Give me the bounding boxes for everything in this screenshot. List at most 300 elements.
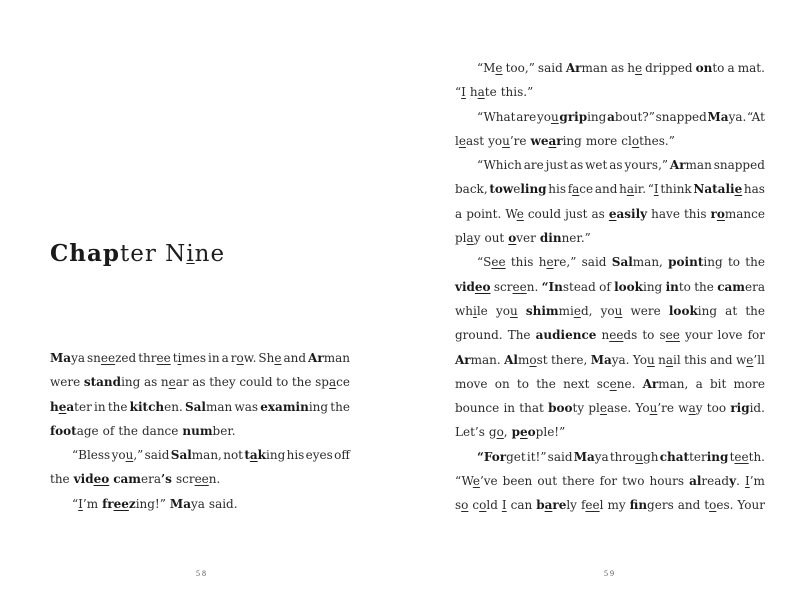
text-segment: k [257, 448, 266, 463]
text-segment: pl [588, 401, 600, 416]
word [546, 153, 568, 177]
text-segment: era [745, 279, 765, 294]
text-segment: o [461, 498, 469, 513]
text-segment: the [745, 255, 765, 270]
text-line [455, 129, 765, 153]
text-segment: kitch [129, 399, 165, 414]
chapter-title [50, 240, 225, 267]
text-segment: at [725, 303, 738, 318]
text-segment: the [291, 375, 312, 390]
text-segment: to [516, 376, 529, 391]
text-segment: e [274, 351, 282, 365]
text-segment: a [665, 352, 674, 367]
text-segment: back, [455, 182, 488, 197]
word [306, 443, 333, 467]
text-segment: this [683, 206, 707, 221]
word [595, 177, 618, 201]
text-segment: scr [175, 472, 195, 487]
word [489, 420, 508, 444]
text-segment: mance [724, 206, 765, 221]
word [508, 226, 536, 250]
text-segment: man [205, 399, 233, 414]
text-segment: mes [181, 351, 207, 365]
text-segment: Your [737, 498, 765, 513]
text-segment: two [622, 474, 645, 489]
word [50, 346, 85, 370]
text-segment: move [455, 376, 488, 391]
text-segment: ce [579, 182, 594, 197]
word [747, 105, 765, 129]
text-segment: “ [455, 85, 462, 100]
text-segment: e [472, 474, 480, 489]
text-segment: a [466, 231, 474, 246]
word [624, 153, 668, 177]
word [466, 202, 501, 226]
word [601, 323, 637, 347]
text-segment: just [545, 158, 569, 173]
text-segment: boo [548, 401, 573, 416]
word [258, 346, 281, 370]
word [730, 445, 765, 469]
text-segment: “In [541, 279, 563, 294]
text-segment: and [677, 498, 701, 513]
word [455, 202, 462, 226]
text-segment: ce [336, 375, 350, 390]
word [504, 348, 547, 372]
text-segment: his [286, 448, 305, 463]
word [94, 395, 106, 419]
word [540, 226, 591, 250]
text-segment: h [538, 255, 547, 270]
text-segment: thr [138, 351, 157, 365]
text-line [455, 105, 765, 129]
text-line [50, 492, 350, 516]
text-segment: sc [596, 376, 610, 391]
text-segment: were [630, 303, 661, 318]
word [689, 469, 740, 493]
text-segment: sn [87, 351, 101, 365]
word [642, 323, 654, 347]
word [548, 396, 584, 420]
text-line [455, 202, 765, 226]
text-segment: “What [477, 109, 516, 124]
text-segment: Sal [611, 255, 633, 270]
text-segment: more [733, 376, 765, 391]
text-segment: ’ll [753, 352, 765, 367]
text-segment: eyes [305, 448, 333, 463]
text-line [455, 80, 765, 104]
word [648, 177, 659, 201]
text-segment: of [102, 423, 115, 438]
text-segment: was [234, 399, 259, 414]
text-segment: ee [665, 328, 680, 343]
word [631, 299, 661, 323]
page-number-right: 59 [604, 569, 616, 578]
text-segment: think [660, 182, 692, 197]
text-segment: out [484, 231, 505, 246]
text-segment: your [684, 328, 713, 343]
text-segment: din [539, 231, 562, 246]
word [511, 493, 533, 517]
text-segment: ’s [161, 472, 172, 487]
word [734, 372, 765, 396]
text-segment: a [328, 375, 337, 390]
text-segment: ing [266, 448, 286, 463]
text-segment: Al [504, 352, 518, 367]
word [599, 275, 611, 299]
word [609, 153, 622, 177]
word [738, 56, 765, 80]
text-segment: y [729, 474, 737, 489]
text-segment: in [208, 351, 220, 365]
word [737, 493, 765, 517]
text-segment: a [572, 182, 580, 197]
text-segment: ber. [212, 423, 236, 438]
text-segment: a [455, 206, 463, 221]
word [209, 492, 238, 516]
text-line [50, 370, 350, 394]
text-segment: Ar [455, 352, 471, 367]
text-segment: W [505, 206, 517, 221]
text-segment: in [94, 399, 106, 414]
text-segment: b [536, 498, 545, 513]
text-segment: the [745, 303, 765, 318]
text-segment: Ma [169, 496, 191, 511]
text-segment: ds [623, 328, 638, 343]
text-segment: man, [191, 448, 222, 463]
text-segment: audience [535, 328, 597, 343]
word [455, 275, 491, 299]
text-segment: man, [658, 376, 689, 391]
word [508, 323, 531, 347]
word [145, 443, 170, 467]
word [660, 445, 729, 469]
text-segment: grip [559, 109, 588, 124]
text-segment: h [50, 399, 59, 414]
word [588, 396, 631, 420]
word [484, 226, 504, 250]
word [334, 443, 350, 467]
text-segment: e [58, 399, 67, 414]
text-segment: of [599, 279, 611, 294]
word [244, 443, 285, 467]
text-line [455, 396, 765, 420]
text-segment: as [591, 206, 605, 221]
word [50, 395, 92, 419]
text-segment: z [128, 496, 136, 511]
text-segment: ing!” [135, 496, 166, 511]
text-segment: ya. [611, 352, 630, 367]
text-segment: sp [315, 375, 329, 390]
word [669, 299, 717, 323]
text-segment: the [118, 423, 138, 438]
text-segment: ne [194, 241, 226, 267]
word [287, 443, 305, 467]
text-segment: “At [747, 109, 765, 124]
text-segment: vid [73, 472, 94, 487]
word [477, 250, 506, 274]
word [477, 445, 526, 469]
text-segment: ya [594, 449, 609, 464]
text-segment: t [704, 498, 710, 513]
word [537, 469, 557, 493]
word [455, 177, 488, 201]
word [455, 420, 485, 444]
word [614, 275, 662, 299]
word [495, 372, 510, 396]
text-segment: in [295, 399, 309, 414]
word [744, 177, 765, 201]
text-segment: dripped [645, 61, 693, 75]
word [489, 177, 546, 201]
text-segment: in [665, 279, 679, 294]
text-segment: ing [703, 255, 723, 270]
text-segment: u [550, 109, 559, 124]
text-segment: r [710, 206, 717, 221]
text-segment: dance [141, 423, 179, 438]
text-segment: and [594, 182, 618, 197]
text-segment: ee [194, 472, 209, 487]
text-segment: “ [72, 496, 79, 511]
word [660, 323, 680, 347]
text-line [50, 346, 350, 370]
text-segment: Ma [50, 351, 72, 365]
text-segment: e [634, 61, 643, 75]
text-segment: the [107, 399, 128, 414]
word [651, 202, 680, 226]
word [728, 250, 740, 274]
word [621, 129, 675, 153]
word [222, 346, 229, 370]
word [633, 348, 655, 372]
word [708, 105, 747, 129]
text-segment: pl [455, 231, 467, 246]
text-segment: a [727, 61, 735, 75]
text-segment: love [717, 328, 743, 343]
word [727, 56, 734, 80]
text-segment: e [513, 182, 521, 197]
text-segment: man, [632, 255, 663, 270]
word [531, 129, 582, 153]
text-segment: a [544, 498, 553, 513]
text-segment: f [580, 498, 586, 513]
text-segment: mat. [737, 61, 765, 75]
text-segment: te [484, 85, 497, 100]
text-segment: zed [115, 351, 137, 365]
word [112, 443, 144, 467]
text-segment: re,” [553, 255, 577, 270]
word [108, 395, 128, 419]
text-segment: ee [512, 279, 527, 294]
right-page-body [455, 56, 765, 518]
text-segment: “W [455, 474, 473, 489]
word [717, 275, 765, 299]
text-segment: it!” [526, 449, 547, 464]
text-segment: f [567, 182, 573, 197]
text-segment: Ar [669, 158, 686, 173]
text-segment: e [520, 425, 528, 440]
text-segment: thes.” [639, 133, 675, 148]
text-segment: too,” [505, 61, 535, 75]
text-segment: for [747, 328, 765, 343]
text-segment: s [455, 498, 462, 513]
word [582, 250, 607, 274]
word [696, 56, 725, 80]
word [516, 105, 536, 129]
text-segment: ’m [749, 474, 765, 489]
text-segment: not [223, 448, 243, 463]
word [506, 56, 535, 80]
word [619, 177, 646, 201]
text-segment: for [599, 474, 618, 489]
word [607, 493, 625, 517]
word [239, 370, 272, 394]
word [503, 469, 533, 493]
text-segment: foot [50, 423, 77, 438]
text-segment: ing [642, 279, 663, 294]
text-segment: ing [308, 399, 329, 414]
text-segment: le [476, 303, 488, 318]
word [627, 56, 642, 80]
word [330, 395, 350, 419]
text-segment: out [537, 474, 558, 489]
word [668, 250, 722, 274]
text-segment: “ [647, 182, 654, 197]
word [455, 80, 466, 104]
text-segment: e [599, 401, 608, 416]
right-page [405, 0, 810, 608]
text-segment: as [609, 158, 623, 173]
text-segment: “M [477, 61, 496, 75]
text-segment: hours [649, 474, 685, 489]
word [455, 299, 488, 323]
text-segment: ya. [728, 109, 747, 124]
word [512, 420, 566, 444]
text-segment: more [585, 133, 618, 148]
word [611, 56, 624, 80]
word [526, 299, 593, 323]
word [658, 348, 681, 372]
text-segment: there [562, 474, 595, 489]
text-segment: on [695, 61, 713, 75]
text-segment: asily [616, 206, 648, 221]
text-segment: a [66, 399, 75, 414]
text-segment: can [510, 498, 533, 513]
word [630, 493, 674, 517]
text-segment: era [141, 472, 161, 487]
text-segment: n. [208, 472, 221, 487]
text-segment: m [517, 352, 530, 367]
word [84, 370, 140, 394]
text-segment: num [182, 423, 213, 438]
word [537, 105, 559, 129]
text-segment: chat [659, 449, 690, 464]
text-segment: “S [477, 255, 492, 270]
word [455, 226, 480, 250]
word [455, 469, 498, 493]
text-line [455, 250, 765, 274]
text-segment: n [160, 375, 169, 390]
word [660, 177, 691, 201]
text-segment: e [168, 375, 176, 390]
text-segment: read [701, 474, 730, 489]
word [656, 105, 707, 129]
text-segment: gers [647, 498, 674, 513]
word [566, 56, 608, 80]
text-segment: l [599, 498, 604, 513]
word [488, 129, 526, 153]
word [551, 348, 587, 372]
text-segment: fr [102, 496, 114, 511]
text-segment: i [473, 303, 477, 318]
text-segment: en. [164, 399, 183, 414]
text-segment: scr [493, 279, 513, 294]
word [645, 56, 692, 80]
text-segment: o [716, 206, 725, 221]
text-segment: ’ve [479, 474, 498, 489]
text-segment: I [78, 496, 83, 511]
word [517, 372, 529, 396]
text-segment: p [511, 425, 521, 440]
text-segment: they [209, 375, 236, 390]
word [574, 445, 609, 469]
word [636, 396, 675, 420]
text-segment: e [458, 133, 466, 148]
word [503, 396, 515, 420]
left-page-body [50, 346, 350, 516]
text-segment: u [647, 352, 655, 367]
text-segment: ld [486, 498, 498, 513]
text-segment: ’re [509, 133, 527, 148]
text-segment: e [516, 206, 524, 221]
text-segment: ,” [133, 448, 144, 463]
word [161, 370, 189, 394]
text-line [455, 177, 765, 201]
text-segment: and [283, 351, 307, 365]
text-segment: I [744, 474, 750, 489]
text-segment: ee [585, 498, 600, 513]
word [130, 395, 183, 419]
text-segment: the [536, 376, 556, 391]
text-segment: cam [717, 279, 745, 294]
text-segment: ar [175, 375, 189, 390]
text-segment: man [581, 61, 608, 75]
text-segment: bout?” [614, 109, 655, 124]
word [182, 419, 235, 443]
word [745, 469, 765, 493]
text-segment: y [695, 401, 703, 416]
word [745, 250, 765, 274]
text-segment: yo [111, 448, 126, 463]
word [50, 419, 99, 443]
text-segment: to [678, 279, 691, 294]
word [581, 493, 604, 517]
text-segment: ee [113, 496, 129, 511]
word [477, 56, 503, 80]
text-segment: y [473, 231, 481, 246]
text-segment: as [143, 375, 158, 390]
text-segment: t [244, 448, 250, 463]
text-segment: il [673, 352, 681, 367]
text-segment: ase. [607, 401, 632, 416]
text-segment: next [563, 376, 590, 391]
text-segment: this [684, 352, 707, 367]
text-segment: have [651, 206, 680, 221]
text-line [455, 348, 765, 372]
word [292, 370, 312, 394]
text-segment: man [685, 158, 712, 173]
text-segment: g [488, 425, 497, 440]
